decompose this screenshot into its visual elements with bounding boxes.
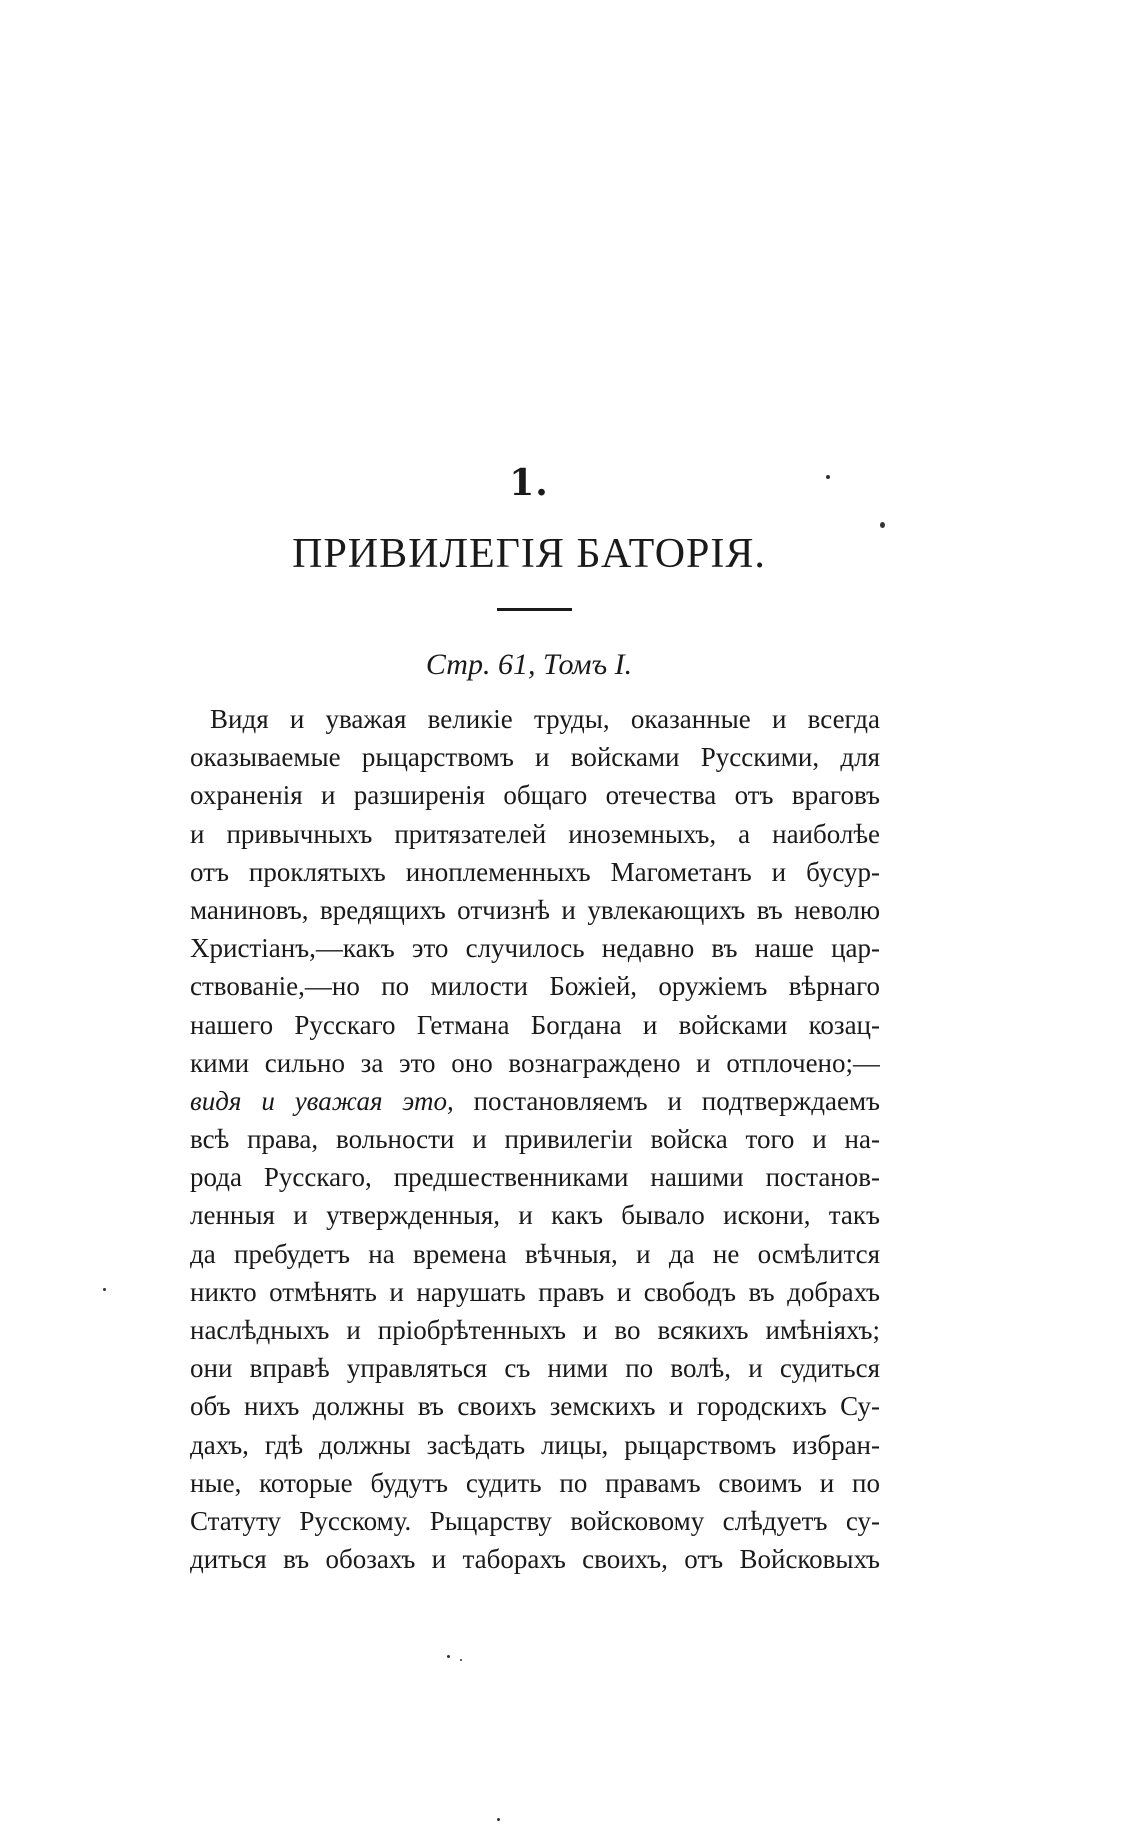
- text-line: ствованіе,—но по милости Божіей, оружіемъ вѣрнаго: [190, 971, 880, 1002]
- text-line: охраненія и разширенія общаго отечества отъ враговъ: [190, 780, 880, 811]
- text-line: ные, которые будутъ судить по правамъ своимъ и по: [190, 1467, 880, 1498]
- scan-speck: [497, 1818, 500, 1821]
- text-line: отъ проклятыхъ иноплеменныхъ Магометанъ и бусур-: [190, 856, 880, 887]
- text-line: ленныя и утвержденныя, и какъ бывало искони, такъ: [190, 1200, 880, 1231]
- text-line: видя и уважая это, постановляемъ и подтверждаемъ: [190, 1085, 880, 1116]
- title-divider: [497, 608, 572, 611]
- scan-speck: [447, 1655, 450, 1658]
- text-line: маниновъ, вредящихъ отчизнѣ и увлекающихъ въ неволю: [190, 894, 880, 925]
- text-line: нашего Русскаго Гетмана Богдана и войсками козац-: [190, 1009, 880, 1040]
- text-line: кими сильно за это оно вознаграждено и отплочено;—: [190, 1047, 880, 1078]
- text-line: никто отмѣнять и нарушать правъ и свободъ въ добрахъ: [190, 1276, 880, 1307]
- section-number: 1.: [509, 462, 549, 504]
- page-title: ПРИВИЛЕГІЯ БАТОРІЯ.: [292, 531, 766, 577]
- text-line: Статуту Русскому. Рыцарству войсковому слѣдуетъ су-: [190, 1505, 880, 1536]
- text-line: дахъ, гдѣ должны засѣдать лицы, рыцарствомъ избран-: [190, 1429, 880, 1460]
- text-line: объ нихъ должны въ своихъ земскихъ и городскихъ Су-: [190, 1391, 880, 1422]
- italic-phrase: видя и уважая это,: [190, 1085, 454, 1116]
- text-line: наслѣдныхъ и пріобрѣтенныхъ и во всякихъ имѣніяхъ;: [190, 1315, 880, 1345]
- body-text: [190, 700, 880, 1578]
- text-line: да пребудетъ на времена вѣчныя, и да не осмѣлится: [190, 1238, 880, 1269]
- scan-speck: [460, 1659, 462, 1661]
- text-line: и привычныхъ притязателей иноземныхъ, а наиболѣе: [190, 818, 880, 849]
- text-line: оказываемые рыцарствомъ и войсками Русскими, для: [190, 742, 880, 773]
- text-line: диться въ обозахъ и таборахъ своихъ, отъ Войсковыхъ: [190, 1544, 880, 1575]
- source-reference: Стр. 61, Томъ I.: [425, 648, 633, 681]
- text-line: всѣ права, вольности и привилегіи войска того и на-: [190, 1124, 880, 1155]
- scan-speck: [103, 1288, 106, 1291]
- text-line: Видя и уважая великіе труды, оказанные и всегда: [210, 704, 880, 734]
- scan-speck: [826, 475, 830, 479]
- text-line: они вправѣ управляться съ ними по волѣ, и судиться: [190, 1353, 880, 1384]
- scan-speck: [880, 522, 885, 528]
- text-line: рода Русскаго, предшественниками нашими постанов-: [190, 1162, 880, 1193]
- text-line: Христіанъ,—какъ это случилось недавно въ наше цар-: [190, 933, 880, 964]
